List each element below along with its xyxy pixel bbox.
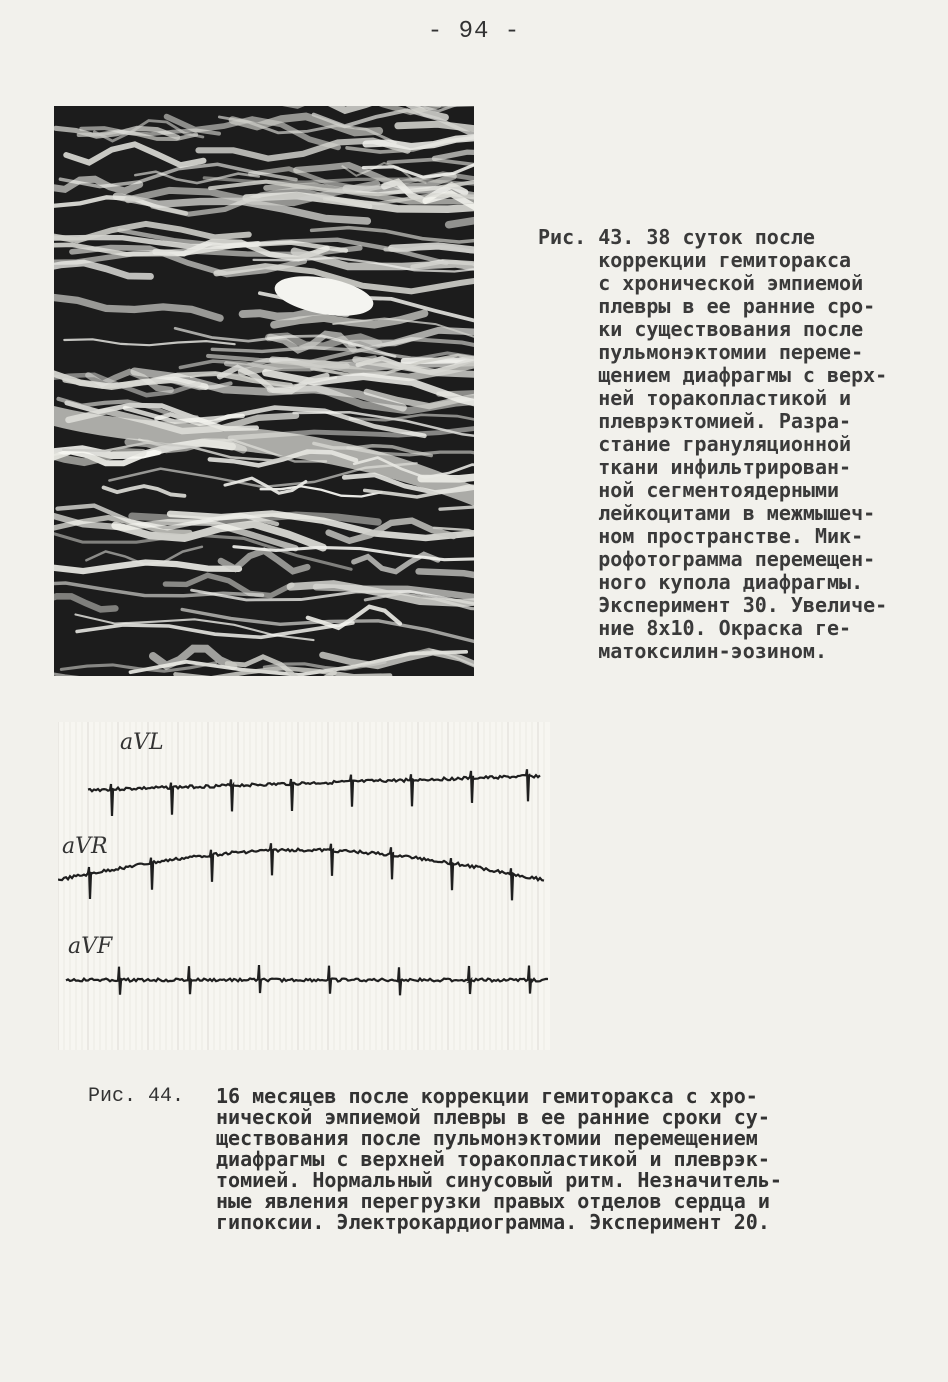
ecg-lead-label-avl: aVL	[120, 730, 164, 755]
figure-44-label: Рис. 44.	[88, 1085, 185, 1108]
ecg-trace-0	[88, 769, 540, 816]
ecg-lead-label-avf: aVF	[68, 934, 113, 959]
figure-43-caption: Рис. 43. 38 суток после коррекции гемиторакса с хронической эмпиемой плевры в ее ранние сро- ки существования после пульмонэктомии переме- щением диафрагмы с верх- ней торакопластикой и плеврэктомией. Разра- стание грануляционной ткани инфильтрирован- ной сегментоядерными лейкоцитами в межмышеч- ном пространстве. Мик- рофотограмма перемещен- ного купола диафрагмы. Эксперимент 30. Увеличе- ние 8х10. Окраска ге- матоксилин-эозином.	[538, 225, 888, 663]
ecg-traces	[58, 722, 550, 1050]
figure-44-caption: 16 месяцев после коррекции гемиторакса с хро- нической эмпиемой плевры в ее ранние сроки су- ществования после пульмонэктомии перемещением диафрагмы с верхней торакопластикой и плеврэк- томией. Нормальный синусовый ритм. Незначитель- ные явления перегрузки правых отделов сердца и гипоксии. Электрокардиограмма. Эксперимент 20.	[216, 1084, 782, 1234]
micrograph-image	[54, 106, 474, 676]
ecg-trace-2	[66, 965, 548, 995]
ecg-trace-1	[58, 843, 544, 900]
ecg-strip-image	[58, 722, 550, 1050]
page-number: - 94 -	[427, 18, 521, 45]
ecg-lead-label-avr: aVR	[62, 834, 108, 859]
micrograph-fibers	[54, 106, 474, 676]
